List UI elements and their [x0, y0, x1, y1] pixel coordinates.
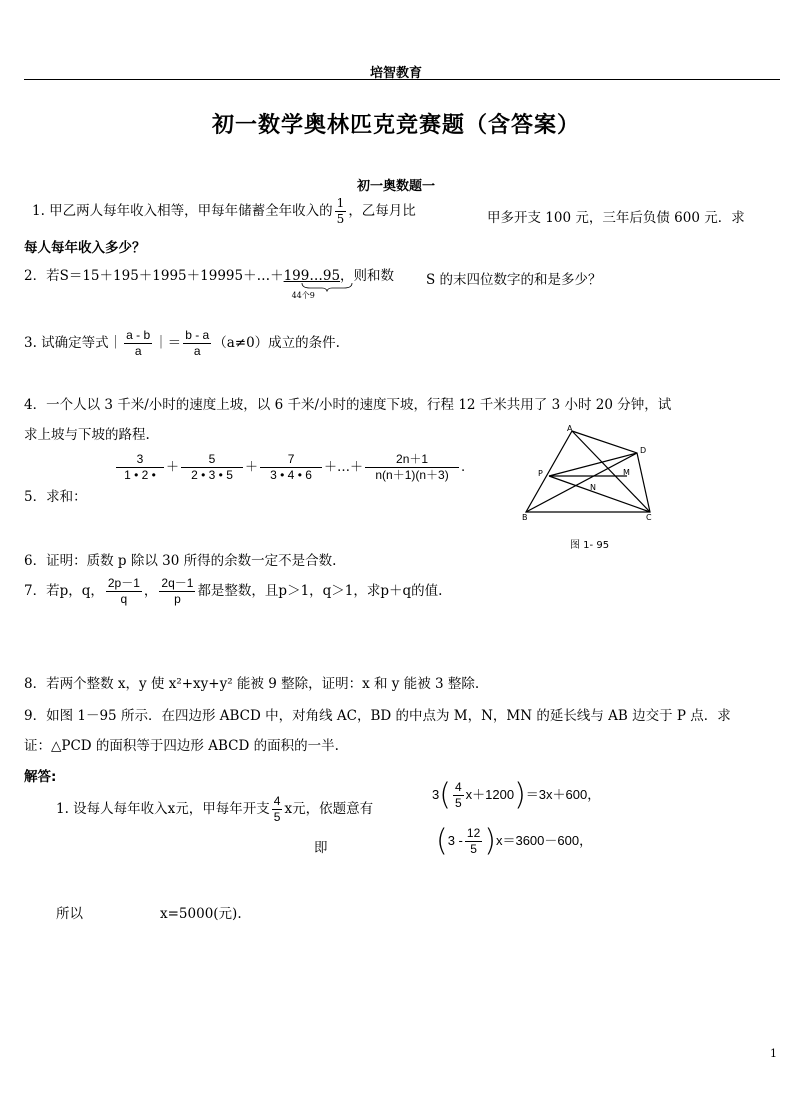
underbrace	[300, 282, 354, 292]
diagonal-ac	[572, 431, 650, 512]
question-3-line: 3. 试确定等式｜ $\frac{a - b}{a}$ ｜＝ $\frac{b - a}{a}$ （a≠0）成立的条件.	[24, 328, 340, 358]
section-subtitle: 初一奥数题一	[356, 179, 435, 194]
question-4-line-1: 4．一个人以 3 千米/小时的速度上坡，以 6 千米/小时的速度下坡，行程 12 千米共用了 3 小时 20 分钟，试	[24, 397, 672, 413]
question-1-line-1b: 甲多开支 100 元，三年后负债 600 元．求	[487, 210, 745, 226]
page-header: 培智教育	[369, 66, 422, 81]
question-5-sum: $\frac{3}{1 • 2 •}$ ＋ $\frac{5}{2 • 3 • 5}$ ＋ $\frac{7}{3 • 4 • 6}$ ＋…＋ $\frac{2n+1}{n(n+1)(n+3)}$ .	[114, 452, 465, 483]
question-2-line: 2．若S＝15＋195＋1995＋19995＋…＋199…95 44个9 ，则和数	[24, 268, 395, 300]
label-m: M	[623, 468, 630, 477]
label-n: N	[590, 483, 596, 492]
geometry-figure	[512, 422, 662, 526]
label-b: B	[522, 513, 528, 522]
question-4-line-2: 求上坡与下坡的路程.	[24, 427, 150, 443]
quadrilateral-abcd	[526, 431, 650, 512]
question-9-line-1: 9．如图 1－95 所示．在四边形 ABCD 中，对角线 AC，BD 的中点为 M，N，MN 的延长线与 AB 边交于 P 点．求	[24, 708, 731, 724]
question-5-label: 5．求和：	[24, 489, 87, 505]
question-2-line-b: S 的末四位数字的和是多少？	[426, 272, 602, 288]
question-7-line: 7．若p，q， $\frac{2p-1}{q}$ ， $\frac{2q-1}{p}$ 都是整数，且p＞1，q＞1，求p＋q的值.	[24, 576, 443, 606]
label-p: P	[538, 469, 543, 478]
answer-1-ji: 即	[314, 840, 328, 856]
answer-1-equation-2: (3 - $\frac{12}{5}$ )x＝3600－600，	[436, 823, 593, 859]
answer-1-result-label: 所以	[56, 906, 83, 922]
label-c: C	[646, 513, 652, 522]
question-1-line-2: 每人每年收入多少？	[24, 240, 146, 256]
page-title: 初一数学奥林匹克竞赛题（含答案）	[211, 113, 580, 138]
brace-label: 44个9	[291, 291, 315, 300]
answer-1-equation-1: 3( $\frac{4}{5}$ x＋1200)＝3x＋600，	[432, 777, 601, 813]
figure-caption: 图 1- 95	[570, 540, 610, 551]
header-rule	[24, 79, 780, 80]
answer-1-line: 1. 设每人每年收入x元，甲每年开支 $\frac{4}{5}$ x元，依题意有	[56, 794, 374, 824]
label-a: A	[567, 424, 573, 433]
label-d: D	[640, 446, 647, 455]
answer-1-result-value: x=5000(元).	[160, 906, 242, 922]
segment-pc	[549, 476, 650, 512]
question-6-line: 6．证明：质数 p 除以 30 所得的余数一定不是合数.	[24, 553, 337, 569]
question-9-line-2: 证：△PCD 的面积等于四边形 ABCD 的面积的一半.	[24, 738, 339, 754]
question-8-line: 8．若两个整数 x，y 使 x²+xy+y² 能被 9 整除，证明：x 和 y 能被 3 整除.	[24, 676, 480, 692]
fraction: $\frac{1}{5}$	[336, 196, 345, 226]
page-number: 1	[770, 1047, 777, 1060]
answer-label: 解答:	[24, 769, 57, 785]
question-1-line-1: 1. 甲乙两人每年收入相等，甲每年储蓄全年收入的 $\frac{1}{5}$ ，乙每月比	[32, 196, 416, 226]
